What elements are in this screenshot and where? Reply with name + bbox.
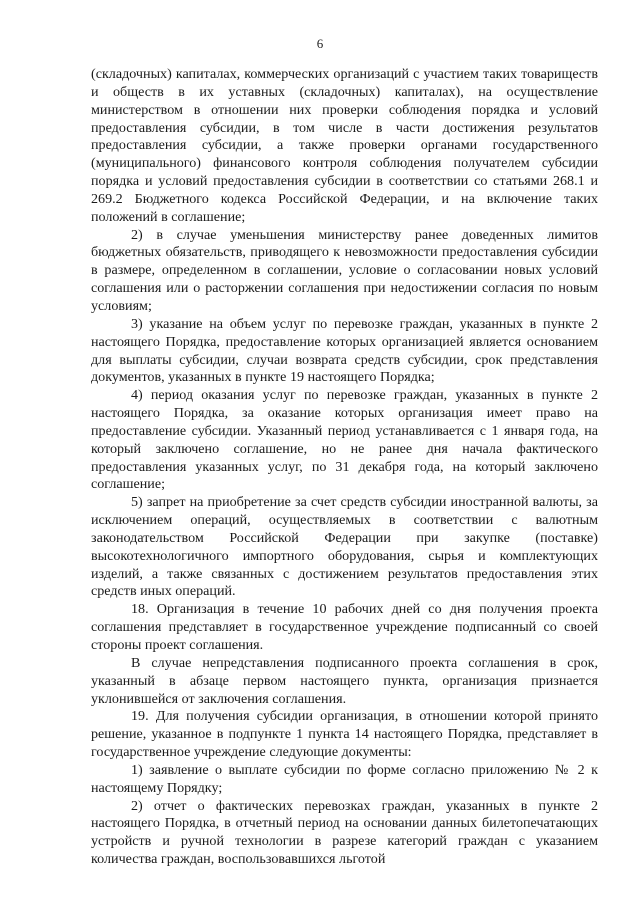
page-number: 6 [316, 36, 324, 51]
paragraph-6: В случае непредставления подписанного проекта соглашения в срок, указанный в абзаце первом настоящего пункта, организация признается уклонившейся от заключения соглашения. [91, 654, 598, 707]
paragraph-1: 2) в случае уменьшения министерству ранее доведенных лимитов бюджетных обязательств, приводящего к невозможности предоставления субсидии в размере, определенном в соглашении, условие о согласовании новых условий соглашения или о расторжении соглашения при недостижении согласия по новым условиям; [91, 226, 598, 314]
paragraph-9: 2) отчет о фактических перевозках граждан, указанных в пункте 2 настоящего Порядка, в отчетный период на основании данных билетопечатающих устройств и ручной технологии в разрезе категорий граждан с указанием количества граждан, воспользовавшихся льготой [91, 797, 598, 868]
paragraph-4: 5) запрет на приобретение за счет средств субсидии иностранной валюты, за исключением операций, осуществляемых в соответствии с валютным законодательством Российской Федерации при закупке (поставке) высокотехнологичного импортного оборудования, сырья и комплектующих изделий, а также связанных с достижением результатов предоставления этих средств иных операций. [91, 494, 598, 600]
paragraph-0: (складочных) капиталах, коммерческих организаций с участием таких товариществ и обществ в их уставных (складочных) капиталах), на осуществление министерством в отношении них проверки соблюдения порядка и условий предоставления субсидии, в том числе в части достижения результатов предоставления субсидии, а также проверки органами государственного (муниципального) финансового контроля соблюдения получателем субсидии порядка и условий предоставления субсидии в соответствии со статьями 268.1 и 269.2 Бюджетного кодекса Российской Федерации, и на включение таких положений в соглашение; [91, 66, 598, 225]
paragraph-5: 18. Организация в течение 10 рабочих дней со дня получения проекта соглашения представляет в государственное учреждение подписанный со своей стороны проект соглашения. [91, 601, 598, 653]
paragraph-3: 4) период оказания услуг по перевозке граждан, указанных в пункте 2 настоящего Порядка, за оказание которых организация имеет право на предоставление субсидии. Указанный период устанавливается с 1 января года, на который заключено соглашение, но не ранее дня начала фактического предоставления указанных услуг, по 31 декабря года, на который заключено соглашение; [91, 387, 598, 493]
document-body [91, 66, 598, 869]
paragraph-2: 3) указание на объем услуг по перевозке граждан, указанных в пункте 2 настоящего Порядка, предоставление которых организацией является основанием для выплаты субсидии, случаи возврата средств субсидии, срок представления документов, указанных в пункте 19 настоящего Порядка; [91, 315, 598, 386]
paragraph-7: 19. Для получения субсидии организация, в отношении которой принято решение, указанное в подпункте 1 пункта 14 настоящего Порядка, представляет в государственное учреждение следующие документы: [91, 708, 598, 761]
paragraph-8: 1) заявление о выплате субсидии по форме согласно приложению № 2 к настоящему Порядку; [91, 761, 598, 796]
